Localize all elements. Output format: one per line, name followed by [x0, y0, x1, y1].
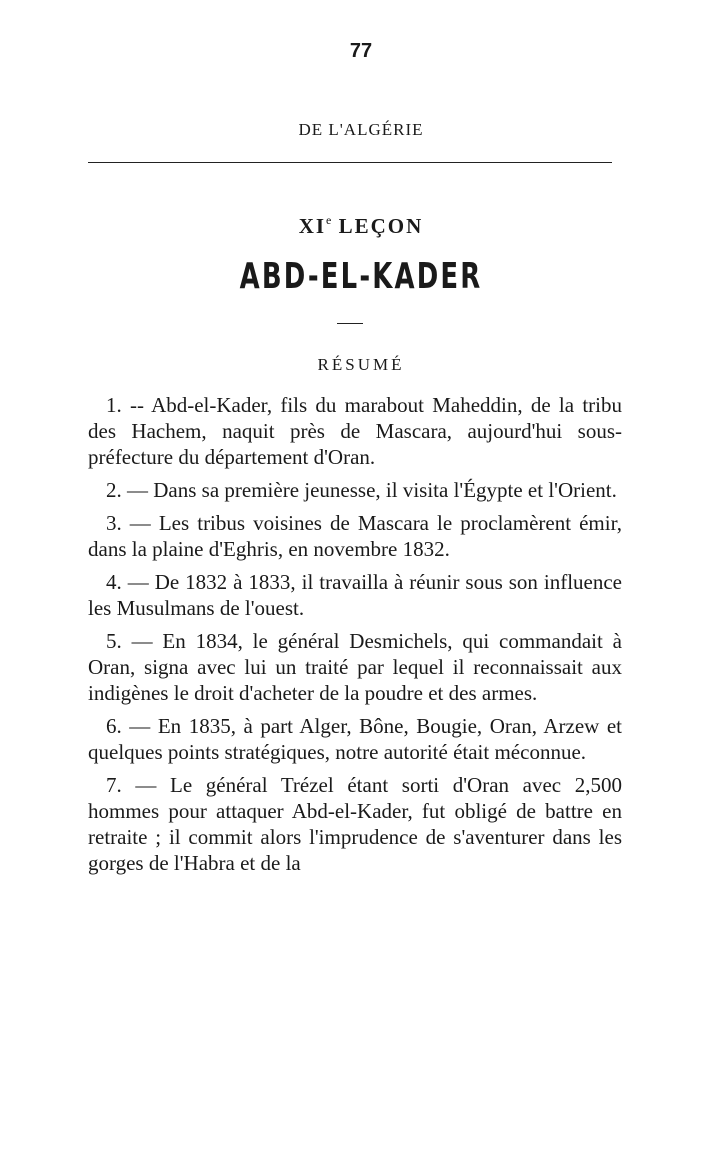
lesson-word: LEÇON [338, 214, 424, 238]
chapter-title: ABD-EL-KADER [239, 256, 483, 297]
summary-list [88, 392, 622, 883]
lesson-number-superscript: e [326, 213, 332, 227]
lesson-number: XI [298, 214, 327, 238]
summary-item: 2. — Dans sa première jeunesse, il visita l'Égypte et l'Orient. [106, 478, 617, 502]
title-divider [337, 323, 363, 324]
page-number: 77 [349, 40, 373, 62]
lesson-heading [0, 213, 722, 239]
summary-item: 1. -- Abd-el-Kader, fils du marabout Maheddin, de la tribu des Hachem, naquit près de Mascara, aujourd'hui sous-préfecture du département d'Oran. [88, 393, 622, 469]
summary-item: 6. — En 1835, à part Alger, Bône, Bougie, Oran, Arzew et quelques points stratégiques, notre autorité était méconnue. [88, 714, 622, 764]
running-header: DE L'ALGÉRIE [298, 120, 424, 139]
summary-item: 3. — Les tribus voisines de Mascara le proclamèrent émir, dans la plaine d'Eghris, en novembre 1832. [88, 511, 622, 561]
summary-item: 7. — Le général Trézel étant sorti d'Oran avec 2,500 hommes pour attaquer Abd-el-Kader, fut obligé de battre en retraite ; il commit alors l'imprudence de s'aventurer dans les gorges de l'Habra et de la [88, 773, 622, 875]
summary-heading: RÉSUMÉ [317, 355, 405, 374]
header-rule [88, 162, 612, 163]
summary-item: 5. — En 1834, le général Desmichels, qui commandait à Oran, signa avec lui un traité par lequel il reconnaissait aux indigènes le droit d'acheter de la poudre et des armes. [88, 629, 622, 705]
summary-item: 4. — De 1832 à 1833, il travailla à réunir sous son influence les Musulmans de l'ouest. [88, 570, 622, 620]
